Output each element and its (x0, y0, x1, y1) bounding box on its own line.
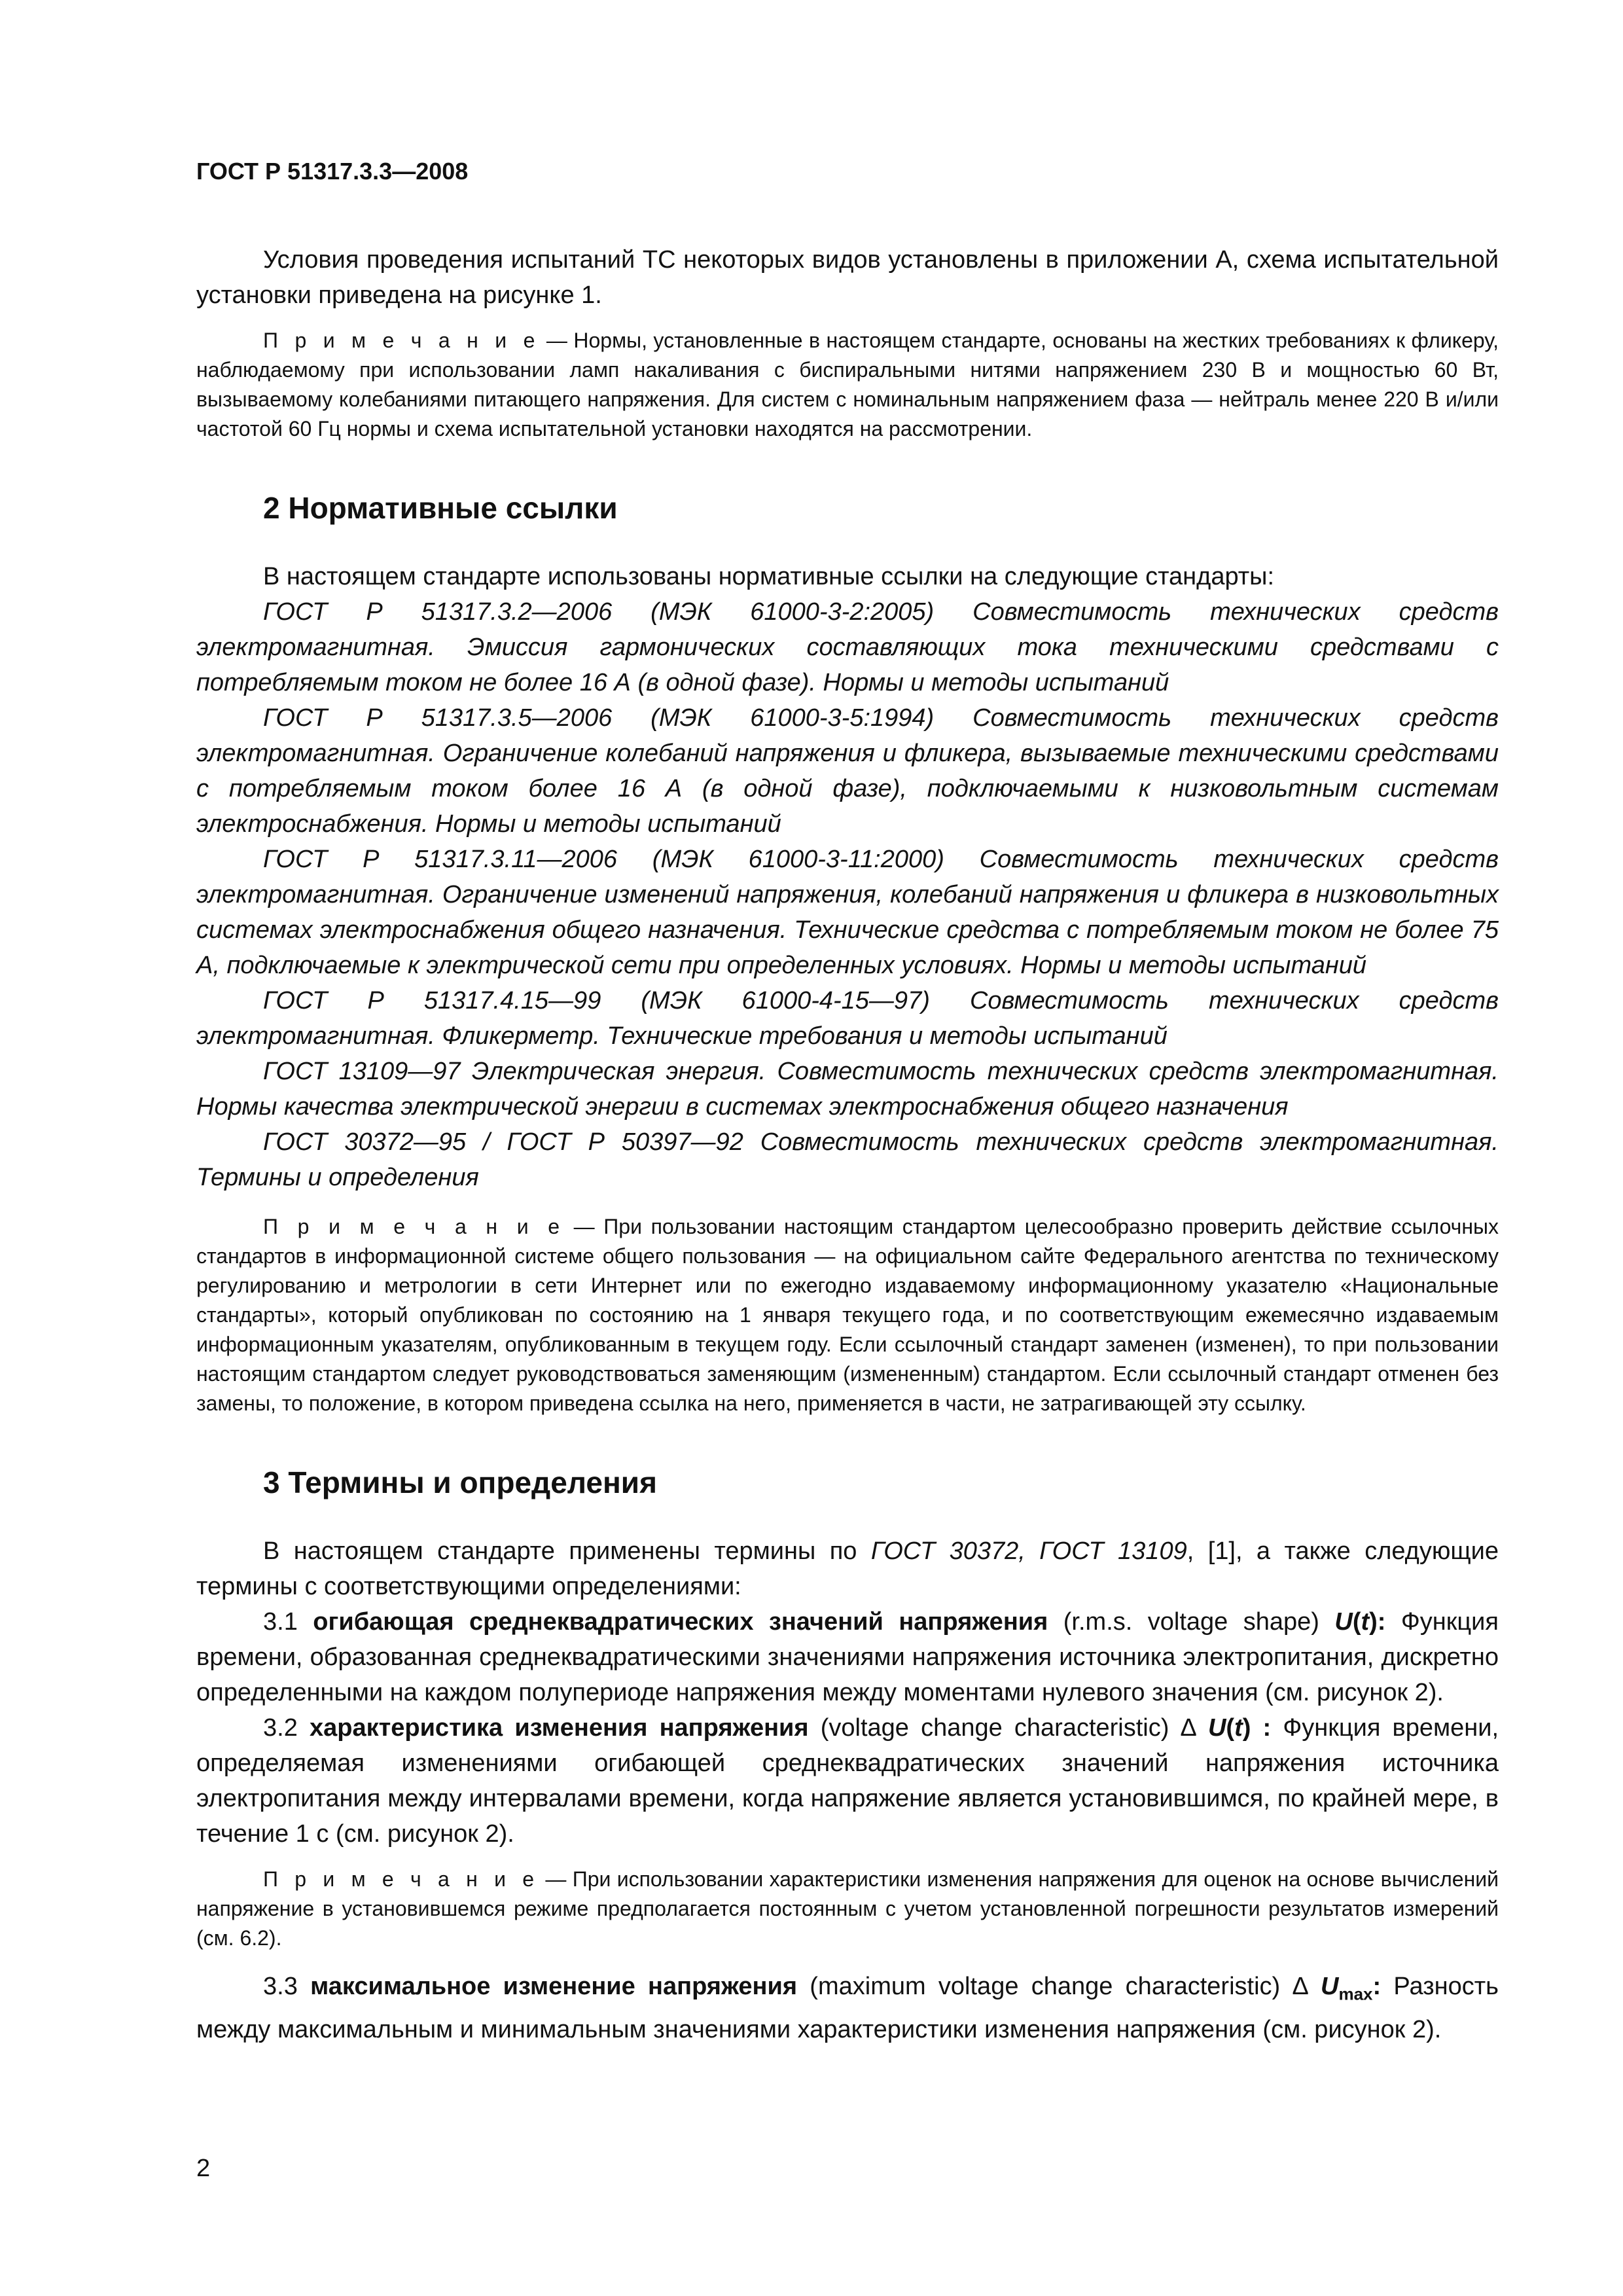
section-2-intro: В настоящем стандарте использованы нормативные ссылки на следующие стандарты: (263, 563, 1275, 590)
term-symbol: U (1334, 1608, 1353, 1636)
delta-symbol: ∆ (1181, 1714, 1208, 1742)
reference-item: ГОСТ Р 51317.3.5—2006 (МЭК 61000-3-5:1994) Совместимость технических средств электромагнитная. Ограничение колебаний напряжения и фликера, вызываемые техническими средствами с потребляемым током более 16 А (в одной фазе), подключаемыми к низковольтным системам электроснабжения. Нормы и методы испытаний (196, 704, 1499, 838)
note-label: П р и м е ч а н и е (263, 1867, 540, 1891)
reference-item: ГОСТ 30372—95 / ГОСТ Р 50397—92 Совместимость технических средств электромагнитная. Термины и определения (196, 1128, 1499, 1191)
note-1 (196, 326, 1499, 444)
page-content (196, 157, 1499, 2047)
term-3-2 (196, 1710, 1499, 1852)
term-name: огибающая среднеквадратических значений напряжения (313, 1608, 1048, 1636)
reference-item: ГОСТ Р 51317.4.15—99 (МЭК 61000-4-15—97) Совместимость технических средств электромагнитная. Фликерметр. Технические требования и методы испытаний (196, 987, 1499, 1050)
term-symbol-arg: t (1361, 1608, 1370, 1636)
term-symbol-subscript: max (1338, 1984, 1373, 2004)
intro-text-end: , [1], а также следующие термины с соответствующими определениями: (196, 1537, 1499, 1600)
term-number: 3.2 (263, 1714, 298, 1742)
term-definition: Разность между максимальным и минимальным значениями характеристики изменения напряжения (см. рисунок 2). (196, 1973, 1499, 2043)
delta-symbol: ∆ (1293, 1973, 1321, 2000)
section-3-intro (196, 1534, 1499, 1604)
term-english: (voltage change characteristic) (808, 1714, 1181, 1742)
page-number: 2 (196, 2155, 211, 2182)
term-number: 3.1 (263, 1608, 298, 1636)
term-definition: Функция времени, образованная среднеквадратическими значениями напряжения источника электропитания, дискретно определенными на каждом полупериоде напряжения между моментами нулевого значения (см. рисунок 2). (196, 1608, 1499, 1706)
term-symbol-part: ) : (1242, 1714, 1272, 1742)
term-symbol-part: ( (1352, 1608, 1361, 1636)
note-text: — При пользовании настоящим стандартом целесообразно проверить действие ссылочных стандартов в информационной системе общего пользования — на официальном сайте Федерального агентства по техническому регулированию и метрологии в сети Интернет или по ежегодно издаваемому информационному указателю «Национальные стандарты», который опубликован по состоянию на 1 января текущего года, и по соответствующим ежемесячно издаваемым информационным указателям, опубликованным в текущем году. Если ссылочный стандарт заменен (изменен), то при пользовании настоящим стандартом следует руководствоваться заменяющим (измененным) стандартом. Если ссылочный стандарт отменен без замены, то положение, в котором приведена ссылка на него, применяется в части, не затрагивающей эту ссылку. (196, 1215, 1499, 1415)
document-header: ГОСТ Р 51317.3.3—2008 (196, 158, 469, 185)
term-english: (r.m.s. voltage shape) (1048, 1608, 1335, 1636)
reference-item: ГОСТ Р 51317.3.11—2006 (МЭК 61000-3-11:2000) Совместимость технических средств электромагнитная. Ограничение изменений напряжения, колебаний напряжения и фликера в низковольтных системах электроснабжения общего назначения. Технические средства с потребляемым током не более 75 А, подключаемые к электрической сети при определенных условиях. Нормы и методы испытаний (196, 846, 1499, 979)
section-2-note (196, 1212, 1499, 1418)
term-symbol-part: : (1372, 1973, 1382, 2000)
term-number: 3.3 (263, 1973, 298, 2000)
intro-references: ГОСТ 30372, ГОСТ 13109 (870, 1537, 1187, 1565)
section-3-title: 3 Термины и определения (263, 1465, 657, 1499)
term-definition: Функция времени, определяемая изменениями огибающей среднеквадратических значений напряжения источника электропитания между интервалами времени, когда напряжение является установившимся, по крайней мере, в течение 1 с (см. рисунок 2). (196, 1714, 1499, 1848)
note-text: — При использовании характеристики изменения напряжения для оценок на основе вычислений напряжение в установившемся режиме предполагается постоянным с учетом установленной погрешности результатов измерений (см. 6.2). (196, 1867, 1499, 1950)
note-text: — Нормы, установленные в настоящем стандарте, основаны на жестких требованиях к фликеру, наблюдаемому при использовании ламп накаливания с биспиральными нитями напряжением 230 В и мощностью 60 Вт, вызываемому колебаниями питающего напряжения. Для систем с номинальным напряжением фаза — нейтраль менее 220 В и/или частотой 60 Гц нормы и схема испытательной установки находятся на рассмотрении. (196, 329, 1499, 440)
term-3-3 (196, 1969, 1499, 2047)
intro-paragraph: Условия проведения испытаний ТС некоторых видов установлены в приложении А, схема испытательной установки приведена на рисунке 1. (196, 246, 1499, 309)
reference-item: ГОСТ Р 51317.3.2—2006 (МЭК 61000-3-2:2005) Совместимость технических средств электромагнитная. Эмиссия гармонических составляющих тока техническими средствами с потребляемым током не более 16 А (в одной фазе). Нормы и методы испытаний (196, 598, 1499, 696)
term-english: (maximum voltage change characteristic) (797, 1973, 1293, 2000)
note-label: П р и м е ч а н и е (263, 329, 541, 352)
term-name: максимальное изменение напряжения (310, 1973, 798, 2000)
intro-text: В настоящем стандарте применены термины по (263, 1537, 871, 1565)
term-symbol: U (1321, 1973, 1339, 2000)
term-symbol-part: ): (1369, 1608, 1386, 1636)
term-name: характеристика изменения напряжения (309, 1714, 809, 1742)
term-symbol-arg: t (1234, 1714, 1243, 1742)
reference-item: ГОСТ 13109—97 Электрическая энергия. Совместимость технических средств электромагнитная. Нормы качества электрической энергии в системах электроснабжения общего назначения (196, 1058, 1499, 1121)
note-label: П р и м е ч а н и е (263, 1215, 565, 1238)
section-3-note (196, 1865, 1499, 1953)
term-3-1 (196, 1604, 1499, 1710)
term-symbol-part: ( (1226, 1714, 1235, 1742)
term-symbol: U (1207, 1714, 1226, 1742)
section-2-title: 2 Нормативные ссылки (263, 491, 618, 525)
